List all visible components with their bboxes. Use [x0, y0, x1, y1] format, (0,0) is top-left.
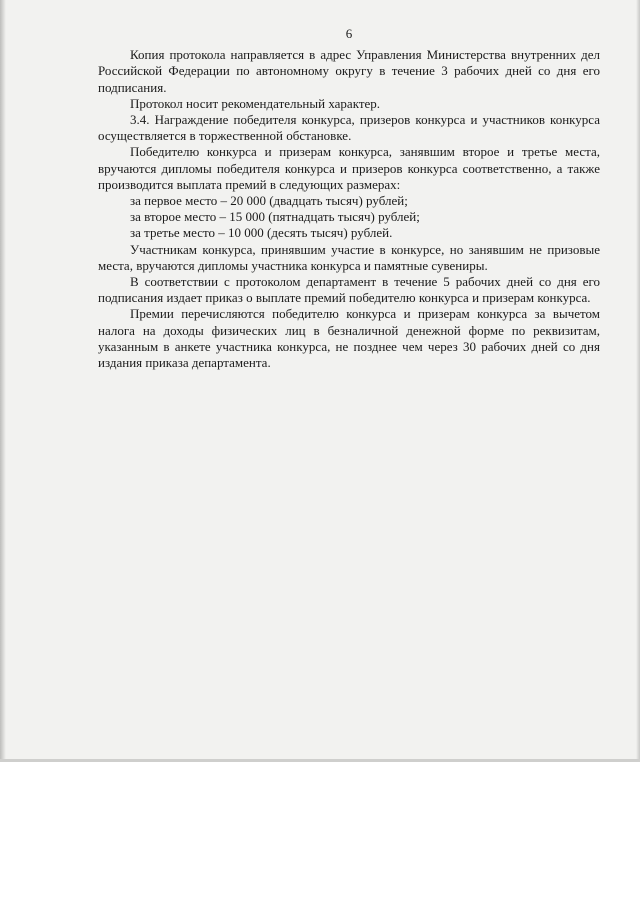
prize-first-place: за первое место – 20 000 (двадцать тысяч) рублей;	[130, 193, 408, 209]
page-number: 6	[345, 26, 353, 41]
paragraph-payment: Премии перечисляются победителю конкурса и призерам конкурса за вычетом налога на доходы физических лиц в безналичной денежной форме по реквизитам, указанным в анкете участника конкурса, не позднее чем через 30 рабочих дней со дня издания приказа департамента.	[98, 306, 600, 371]
paragraph-participants: Участникам конкурса, принявшим участие в конкурсе, но занявшим не призовые места, вручаются дипломы участника конкурса и памятные сувениры.	[98, 241, 600, 273]
paragraph-prize-intro: Победителю конкурса и призерам конкурса, занявшим второе и третье места, вручаются дипломы победителя конкурса и призеров конкурса соответственно, а также производится выплата премий в следующих размерах:	[98, 144, 600, 192]
paragraph-order: В соответствии с протоколом департамент в течение 5 рабочих дней со дня его подписания издает приказ о выплате премий победителю конкурса и призерам конкурса.	[98, 274, 600, 306]
scan-shadow-left	[0, 0, 6, 762]
scan-shadow-right	[636, 0, 640, 762]
paragraph-advisory: Протокол носит рекомендательный характер.	[130, 95, 381, 111]
paragraph-section-3-4: 3.4. Награждение победителя конкурса, призеров конкурса и участников конкурса осуществляется в торжественной обстановке.	[98, 112, 600, 144]
prize-second-place: за второе место – 15 000 (пятнадцать тысяч) рублей;	[130, 209, 420, 225]
scan-edge-bottom	[0, 759, 640, 762]
document-body	[98, 26, 600, 371]
paragraph-protocol-copy: Копия протокола направляется в адрес Управления Министерства внутренних дел Российской Федерации по автономному округу в течение 3 рабочих дней со дня его подписания.	[98, 47, 600, 95]
prize-third-place: за третье место – 10 000 (десять тысяч) рублей.	[130, 225, 393, 241]
